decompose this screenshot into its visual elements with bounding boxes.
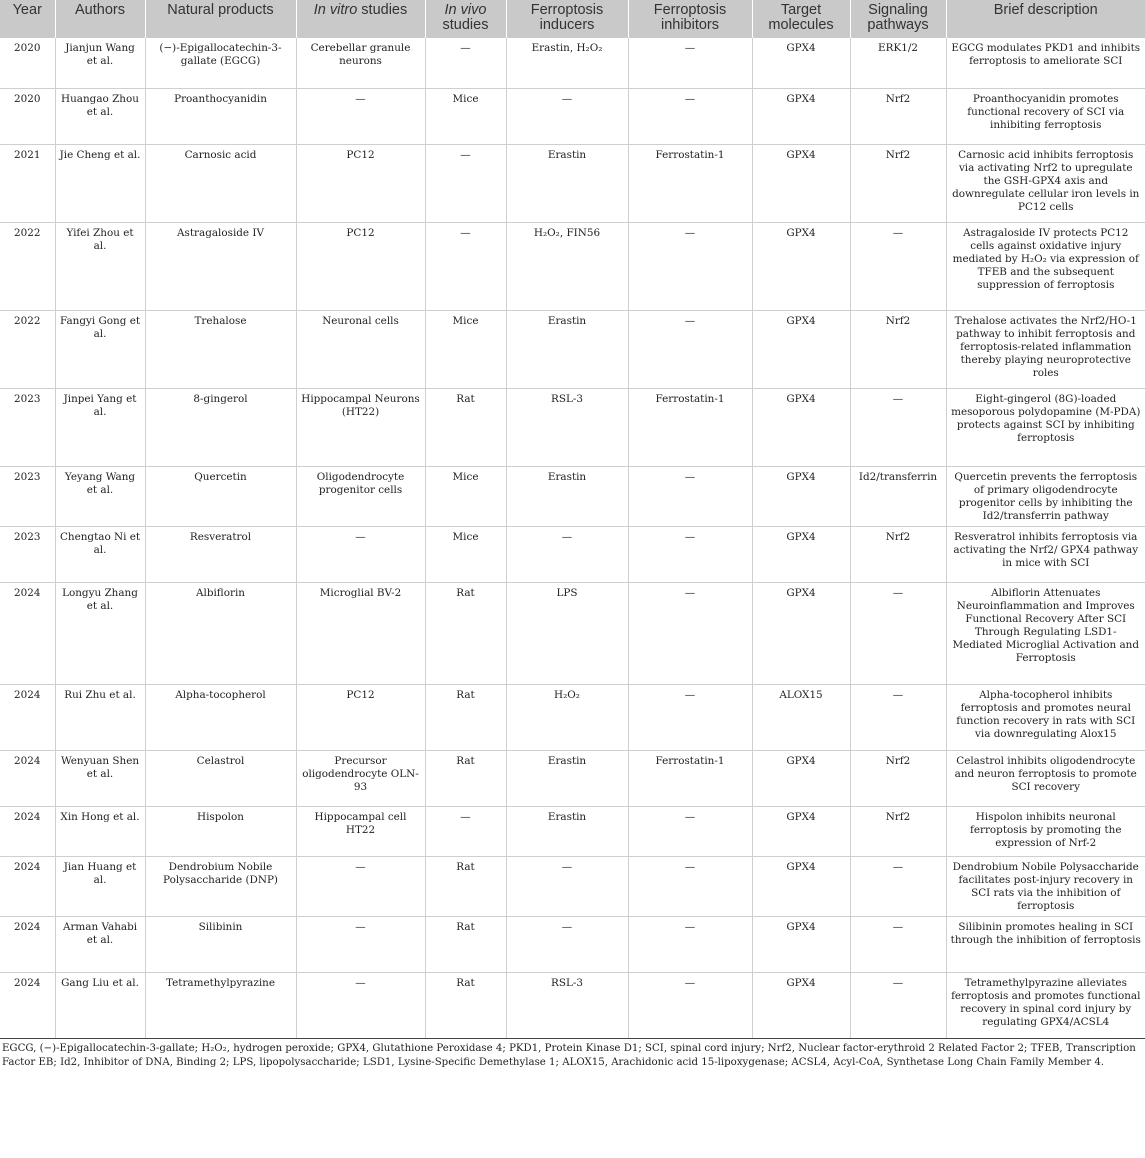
header-row [0,0,1145,38]
cell-signaling: — [850,856,946,916]
cell-in-vitro: — [296,856,425,916]
table-header [0,0,1145,38]
table-row [0,88,1145,144]
cell-in-vitro: Cerebellar granule neurons [296,38,425,88]
table-row [0,310,1145,388]
header-in-vitro [296,0,425,38]
cell-inhibitors: Ferrostatin-1 [628,144,752,222]
table-row [0,466,1145,526]
cell-inhibitors: — [628,38,752,88]
cell-target: GPX4 [752,806,850,856]
header-description: Brief description [946,0,1145,38]
table-row [0,750,1145,806]
cell-in-vivo: Rat [425,972,506,1038]
cell-year: 2024 [0,806,55,856]
cell-inhibitors: — [628,684,752,750]
table-row [0,388,1145,466]
cell-inducers: Erastin [506,310,628,388]
cell-in-vivo: Rat [425,916,506,972]
cell-inducers: H₂O₂, FIN56 [506,222,628,310]
cell-year: 2024 [0,684,55,750]
cell-signaling: ERK1/2 [850,38,946,88]
header-in-vivo-rest: studies [442,17,489,33]
cell-target: GPX4 [752,526,850,582]
cell-natural-product: Carnosic acid [145,144,296,222]
cell-signaling: Nrf2 [850,750,946,806]
cell-in-vitro: Hippocampal cell HT22 [296,806,425,856]
cell-signaling: Id2/transferrin [850,466,946,526]
cell-target: GPX4 [752,310,850,388]
table-row [0,582,1145,684]
cell-description: Celastrol inhibits oligodendrocyte and neuron ferroptosis to promote SCI recovery [946,750,1145,806]
cell-year: 2022 [0,222,55,310]
header-in-vitro-italic: In vitro [313,2,358,18]
cell-target: GPX4 [752,750,850,806]
cell-signaling: Nrf2 [850,526,946,582]
header-authors: Authors [55,0,145,38]
cell-authors: Rui Zhu et al. [55,684,145,750]
cell-authors: Longyu Zhang et al. [55,582,145,684]
cell-in-vitro: — [296,88,425,144]
cell-authors: Yeyang Wang et al. [55,466,145,526]
cell-authors: Jie Cheng et al. [55,144,145,222]
header-inhibitors: Ferroptosis inhibitors [628,0,752,38]
cell-inducers: RSL-3 [506,388,628,466]
cell-natural-product: (−)-Epigallocatechin-3-gallate (EGCG) [145,38,296,88]
cell-description: Alpha-tocopherol inhibits ferroptosis and promotes neural function recovery in rats with SCI via downregulating Alox15 [946,684,1145,750]
cell-natural-product: Albiflorin [145,582,296,684]
cell-in-vivo: Rat [425,388,506,466]
cell-inducers: — [506,856,628,916]
cell-target: GPX4 [752,856,850,916]
table-footnote: EGCG, (−)-Epigallocatechin-3-gallate; H₂O₂, hydrogen peroxide; GPX4, Glutathione Peroxidase 4; PKD1, Protein Kinase D1; SCI, spinal cord injury; Nrf2, Nuclear factor-erythroid 2 Related Factor 2; TFEB, Transcription Factor EB; Id2, Inhibitor of DNA, Binding 2; LPS, lipopolysaccharide; LSD1, Lysine-Specific Demethylase 1; ALOX15, Arachidonic acid 15-lipoxygenase; ACSL4, Acyl-CoA, Synthetase Long Chain Family Member 4. [2,1042,1136,1068]
cell-authors: Jinpei Yang et al. [55,388,145,466]
cell-natural-product: Tetramethylpyrazine [145,972,296,1038]
cell-inhibitors: — [628,916,752,972]
table-row [0,38,1145,88]
cell-year: 2022 [0,310,55,388]
cell-signaling: — [850,684,946,750]
cell-target: GPX4 [752,582,850,684]
cell-authors: Jian Huang et al. [55,856,145,916]
cell-inducers: — [506,916,628,972]
cell-description: Resveratrol inhibits ferroptosis via activating the Nrf2/ GPX4 pathway in mice with SCI [946,526,1145,582]
cell-description: EGCG modulates PKD1 and inhibits ferroptosis to ameliorate SCI [946,38,1145,88]
cell-target: GPX4 [752,466,850,526]
cell-inducers: — [506,88,628,144]
cell-inhibitors: — [628,526,752,582]
cell-year: 2023 [0,466,55,526]
cell-target: GPX4 [752,388,850,466]
cell-in-vivo: Mice [425,310,506,388]
cell-target: GPX4 [752,916,850,972]
header-in-vitro-rest: studies [357,2,408,18]
cell-in-vivo: Mice [425,88,506,144]
cell-authors: Chengtao Ni et al. [55,526,145,582]
cell-authors: Jianjun Wang et al. [55,38,145,88]
cell-natural-product: Trehalose [145,310,296,388]
cell-in-vivo: Rat [425,856,506,916]
header-signaling: Signaling pathways [850,0,946,38]
cell-target: GPX4 [752,88,850,144]
cell-description: Eight-gingerol (8G)-loaded mesoporous polydopamine (M-PDA) protects against SCI by inhibiting ferroptosis [946,388,1145,466]
cell-inhibitors: — [628,310,752,388]
cell-natural-product: Dendrobium Nobile Polysaccharide (DNP) [145,856,296,916]
cell-inducers: Erastin [506,750,628,806]
table-row [0,806,1145,856]
cell-target: GPX4 [752,144,850,222]
cell-year: 2024 [0,916,55,972]
cell-in-vitro: Oligodendrocyte progenitor cells [296,466,425,526]
cell-in-vitro: PC12 [296,684,425,750]
cell-inducers: Erastin [506,806,628,856]
cell-inducers: — [506,526,628,582]
cell-inhibitors: — [628,972,752,1038]
table-row [0,144,1145,222]
cell-in-vitro: PC12 [296,144,425,222]
cell-inhibitors: — [628,466,752,526]
table-row [0,916,1145,972]
cell-signaling: — [850,388,946,466]
cell-target: GPX4 [752,38,850,88]
cell-in-vivo: Mice [425,466,506,526]
cell-authors: Arman Vahabi et al. [55,916,145,972]
cell-authors: Wenyuan Shen et al. [55,750,145,806]
cell-inhibitors: — [628,856,752,916]
cell-in-vivo: Mice [425,526,506,582]
cell-description: Astragaloside IV protects PC12 cells against oxidative injury mediated by H₂O₂ via expression of TFEB and the subsequent suppression of ferroptosis [946,222,1145,310]
cell-in-vitro: — [296,526,425,582]
cell-in-vivo: Rat [425,750,506,806]
cell-description: Trehalose activates the Nrf2/HO-1 pathway to inhibit ferroptosis and ferroptosis-related inflammation thereby playing neuroprotective roles [946,310,1145,388]
table-row [0,972,1145,1038]
cell-year: 2023 [0,388,55,466]
cell-in-vitro: Precursor oligodendrocyte OLN-93 [296,750,425,806]
cell-in-vitro: Microglial BV-2 [296,582,425,684]
cell-authors: Yifei Zhou et al. [55,222,145,310]
table-row [0,684,1145,750]
cell-signaling: Nrf2 [850,144,946,222]
cell-natural-product: Hispolon [145,806,296,856]
header-in-vivo-italic: In vivo [444,2,487,18]
cell-year: 2024 [0,856,55,916]
cell-inhibitors: — [628,222,752,310]
cell-description: Proanthocyanidin promotes functional recovery of SCI via inhibiting ferroptosis [946,88,1145,144]
cell-in-vivo: — [425,38,506,88]
table-body [0,38,1145,1038]
cell-inhibitors: Ferrostatin-1 [628,388,752,466]
cell-year: 2024 [0,972,55,1038]
cell-natural-product: Proanthocyanidin [145,88,296,144]
cell-description: Silibinin promotes healing in SCI through the inhibition of ferroptosis [946,916,1145,972]
cell-authors: Xin Hong et al. [55,806,145,856]
table-row [0,222,1145,310]
header-in-vivo [425,0,506,38]
cell-in-vivo: Rat [425,684,506,750]
header-targets: Target molecules [752,0,850,38]
cell-inhibitors: — [628,582,752,684]
cell-inhibitors: — [628,806,752,856]
cell-authors: Huangao Zhou et al. [55,88,145,144]
cell-description: Tetramethylpyrazine alleviates ferroptosis and promotes functional recovery in spinal cord injury by regulating GPX4/ACSL4 [946,972,1145,1038]
cell-in-vivo: — [425,222,506,310]
cell-authors: Gang Liu et al. [55,972,145,1038]
cell-natural-product: 8-gingerol [145,388,296,466]
cell-inducers: H₂O₂ [506,684,628,750]
cell-natural-product: Astragaloside IV [145,222,296,310]
cell-in-vitro: PC12 [296,222,425,310]
cell-signaling: — [850,222,946,310]
cell-in-vitro: — [296,972,425,1038]
cell-inhibitors: — [628,88,752,144]
cell-in-vitro: — [296,916,425,972]
cell-signaling: — [850,916,946,972]
cell-description: Hispolon inhibits neuronal ferroptosis by promoting the expression of Nrf-2 [946,806,1145,856]
cell-year: 2020 [0,38,55,88]
cell-year: 2021 [0,144,55,222]
cell-description: Carnosic acid inhibits ferroptosis via activating Nrf2 to upregulate the GSH-GPX4 axis and downregulate cellular iron levels in PC12 cells [946,144,1145,222]
cell-signaling: Nrf2 [850,310,946,388]
cell-inducers: Erastin, H₂O₂ [506,38,628,88]
cell-natural-product: Silibinin [145,916,296,972]
cell-signaling: — [850,972,946,1038]
cell-natural-product: Quercetin [145,466,296,526]
cell-target: GPX4 [752,972,850,1038]
cell-inhibitors: Ferrostatin-1 [628,750,752,806]
cell-year: 2020 [0,88,55,144]
header-natural-products: Natural products [145,0,296,38]
cell-natural-product: Alpha-tocopherol [145,684,296,750]
cell-year: 2024 [0,750,55,806]
cell-description: Quercetin prevents the ferroptosis of primary oligodendrocyte progenitor cells by inhibiting the Id2/transferrin pathway [946,466,1145,526]
cell-in-vitro: Neuronal cells [296,310,425,388]
cell-in-vivo: — [425,144,506,222]
cell-year: 2024 [0,582,55,684]
cell-signaling: — [850,582,946,684]
cell-natural-product: Resveratrol [145,526,296,582]
cell-inducers: Erastin [506,144,628,222]
cell-description: Dendrobium Nobile Polysaccharide facilitates post-injury recovery in SCI rats via the inhibition of ferroptosis [946,856,1145,916]
cell-in-vitro: Hippocampal Neurons (HT22) [296,388,425,466]
cell-in-vivo: — [425,806,506,856]
cell-signaling: Nrf2 [850,88,946,144]
cell-signaling: Nrf2 [850,806,946,856]
cell-natural-product: Celastrol [145,750,296,806]
cell-inducers: RSL-3 [506,972,628,1038]
cell-target: ALOX15 [752,684,850,750]
cell-inducers: Erastin [506,466,628,526]
cell-authors: Fangyi Gong et al. [55,310,145,388]
cell-inducers: LPS [506,582,628,684]
cell-target: GPX4 [752,222,850,310]
header-year: Year [0,0,55,38]
cell-in-vivo: Rat [425,582,506,684]
cell-description: Albiflorin Attenuates Neuroinflammation and Improves Functional Recovery After SCI Through Regulating LSD1-Mediated Microglial Activation and Ferroptosis [946,582,1145,684]
table-row [0,526,1145,582]
header-inducers: Ferroptosis inducers [506,0,628,38]
cell-year: 2023 [0,526,55,582]
table-row [0,856,1145,916]
